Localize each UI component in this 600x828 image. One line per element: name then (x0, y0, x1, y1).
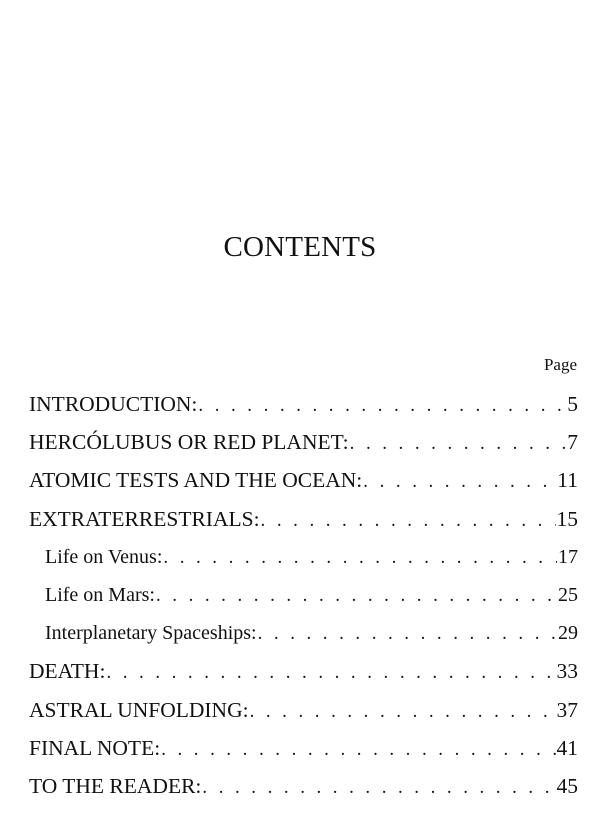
toc-entry-label: ASTRAL UNFOLDING: (29, 697, 249, 722)
toc-entry-label: HERCÓLUBUS OR RED PLANET: (29, 430, 349, 455)
toc-entry-label: INTRODUCTION: (29, 392, 198, 416)
toc-subentry-life-on-mars (29, 576, 578, 614)
toc-entry-astral-unfolding (29, 691, 578, 729)
dot-leader (163, 539, 557, 577)
toc-entry-page: 33 (556, 659, 578, 684)
toc-subentry-interplanetary-spaceships (29, 614, 578, 652)
toc-entry-label: TO THE READER: (29, 773, 202, 798)
toc-entry-page: 5 (567, 392, 578, 416)
toc-entry-hercolubus (29, 423, 578, 461)
toc-subentry-life-on-venus (29, 538, 578, 576)
toc-entry-to-the-reader (29, 767, 578, 805)
dot-leader (258, 615, 557, 653)
dot-leader (250, 693, 556, 731)
toc-entry-label: Life on Mars: (45, 583, 155, 606)
dot-leader (363, 463, 556, 501)
toc-entry-death (29, 652, 578, 690)
toc-entry-label: EXTRATERRESTRIALS: (29, 506, 260, 531)
dot-leader (156, 577, 557, 615)
dot-leader (202, 769, 555, 807)
toc-entry-label: FINAL NOTE: (29, 735, 161, 760)
toc-entry-page: 41 (556, 735, 578, 760)
dot-leader (350, 425, 567, 463)
toc-entry-page: 37 (556, 697, 578, 722)
toc-entry-label: ATOMIC TESTS AND THE OCEAN: (29, 468, 363, 493)
dot-leader (106, 654, 555, 692)
table-of-contents (29, 385, 578, 805)
toc-entry-label: DEATH: (29, 659, 106, 684)
toc-entry-introduction (29, 385, 578, 423)
toc-entry-page: 11 (557, 468, 578, 493)
toc-entry-page: 45 (556, 773, 578, 798)
toc-entry-page: 15 (556, 506, 578, 531)
contents-title: CONTENTS (223, 231, 377, 263)
toc-entry-label: Life on Venus: (45, 545, 163, 568)
toc-entry-final-note (29, 729, 578, 767)
toc-entry-label: Interplanetary Spaceships: (45, 622, 257, 645)
dot-leader (161, 731, 555, 769)
page-column-label: Page (543, 355, 577, 374)
dot-leader (261, 502, 556, 540)
toc-entry-extraterrestrials (29, 500, 578, 538)
toc-entry-page: 25 (558, 583, 578, 606)
toc-entry-page: 29 (558, 622, 578, 645)
toc-entry-atomic-tests (29, 461, 578, 499)
toc-entry-page: 7 (567, 430, 578, 455)
dot-leader (198, 387, 566, 425)
toc-entry-page: 17 (558, 545, 578, 568)
